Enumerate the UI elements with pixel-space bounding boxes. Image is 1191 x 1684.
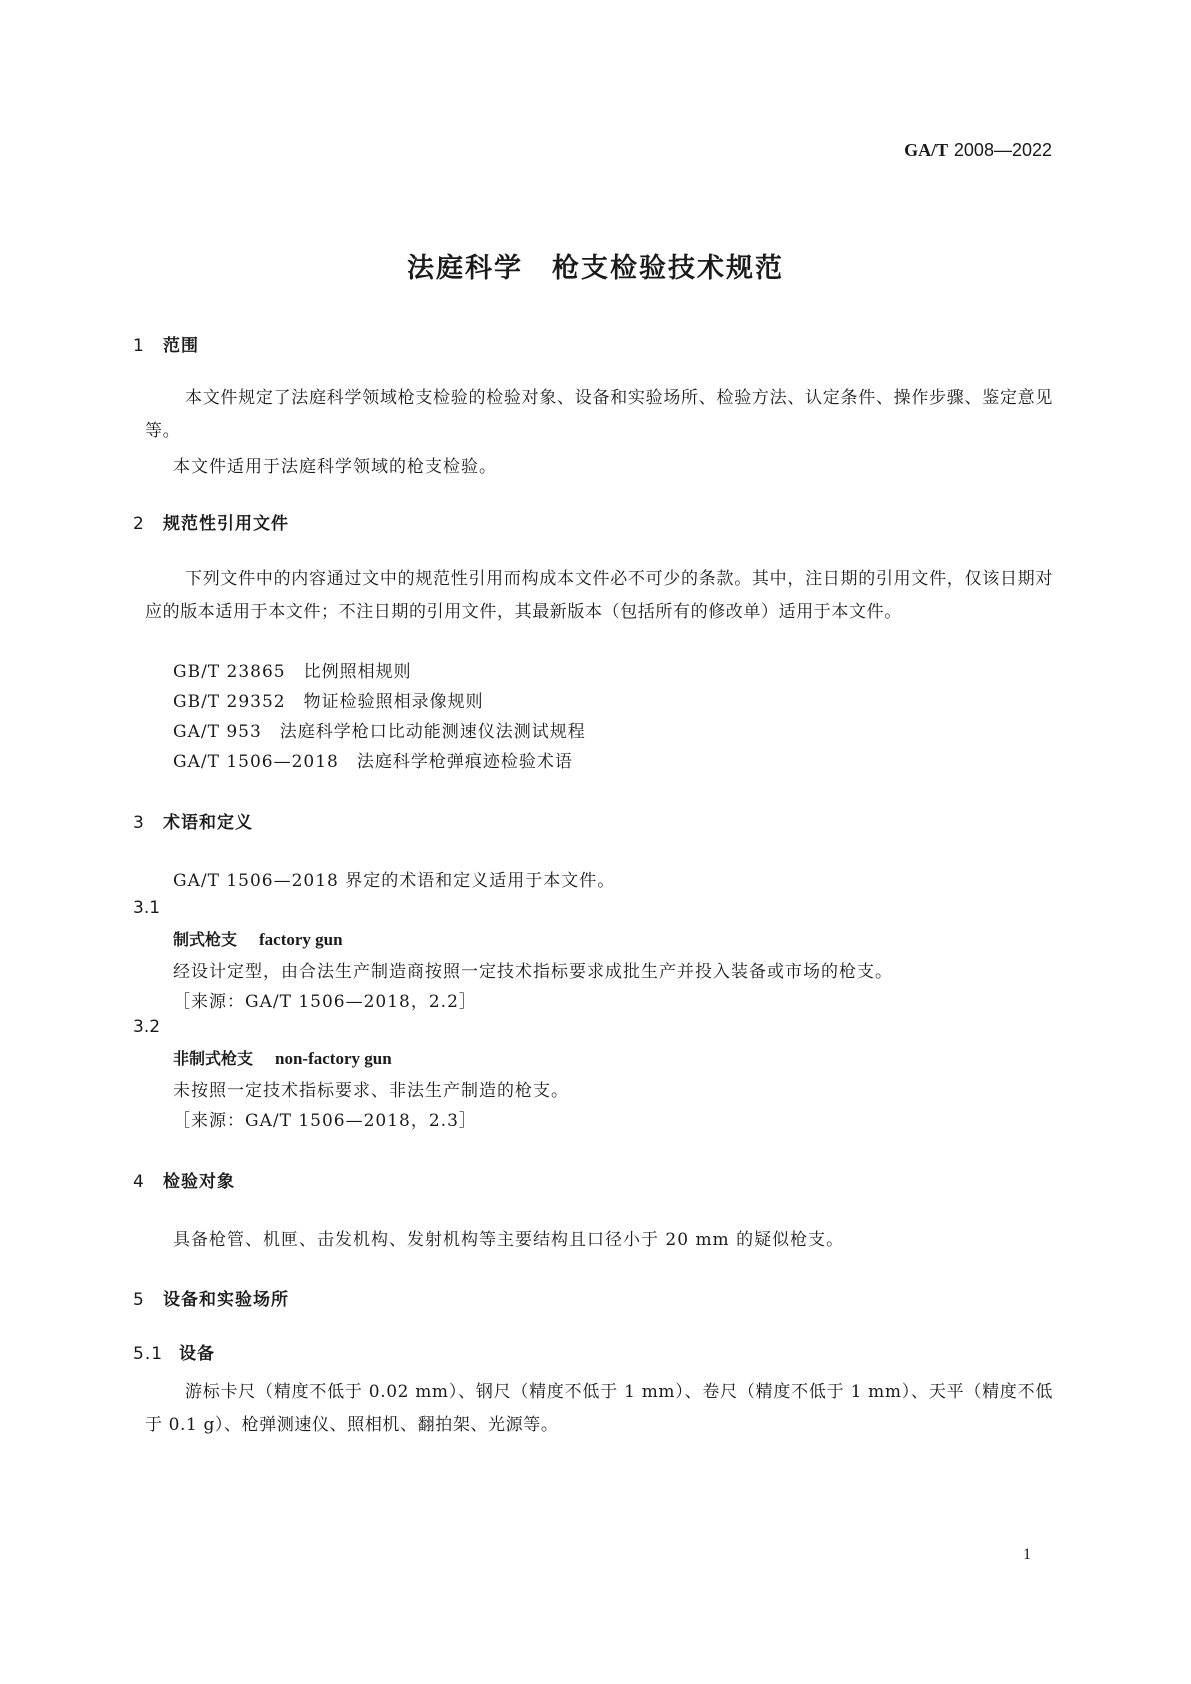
section-2-number: 2	[133, 514, 145, 534]
document-code	[904, 140, 1052, 161]
reference-code: GB/T 29352	[173, 692, 286, 712]
page-number: 1	[1023, 1546, 1031, 1563]
section-5-heading	[133, 1285, 289, 1310]
term-heading	[173, 927, 343, 950]
section-1-number: 1	[133, 336, 145, 356]
section-3-paragraph: GA/T 1506—2018 界定的术语和定义适用于本文件。	[173, 871, 616, 891]
reference-title: 物证检验照相录像规则	[303, 692, 484, 712]
term-definition: 未按照一定技术指标要求、非法生产制造的枪支。	[173, 1081, 569, 1101]
term-zh: 制式枪支	[173, 930, 238, 949]
section-4-heading	[133, 1167, 235, 1192]
term-number: 3.2	[133, 1017, 161, 1037]
section-2-title: 规范性引用文件	[163, 514, 289, 534]
doc-code-prefix: GA/T	[904, 140, 949, 160]
term-source: ［来源：GA/T 1506—2018，2.3］	[173, 1111, 477, 1131]
section-3-heading	[133, 808, 253, 833]
section-2-heading	[133, 509, 289, 534]
section-5-title: 设备和实验场所	[163, 1290, 289, 1310]
section-1-paragraph-2: 本文件适用于法庭科学领域的枪支检验。	[173, 457, 497, 477]
doc-code-number: 2008—2022	[953, 140, 1052, 160]
term-number: 3.1	[133, 898, 161, 918]
section-1-heading	[133, 331, 199, 356]
term-source: ［来源：GA/T 1506—2018，2.2］	[173, 992, 477, 1012]
section-4-number: 4	[133, 1172, 145, 1192]
reference-title: 比例照相规则	[303, 662, 412, 682]
section-3-number: 3	[133, 813, 145, 833]
reference-title: 法庭科学枪弹痕迹检验术语	[356, 752, 573, 772]
section-2-paragraph: 下列文件中的内容通过文中的规范性引用而构成本文件必不可少的条款。其中，注日期的引用文件，仅该日期对应的版本适用于本文件；不注日期的引用文件，其最新版本（包括所有的修改单）适用于本文件。	[145, 569, 1053, 622]
term-en: factory gun	[259, 930, 343, 949]
section-5-number: 5	[133, 1290, 145, 1310]
section-3-title: 术语和定义	[163, 813, 253, 833]
term-heading	[173, 1046, 392, 1069]
section-1-title: 范围	[163, 336, 199, 356]
section-5-1-paragraph: 游标卡尺（精度不低于 0.02 mm）、钢尺（精度不低于 1 mm）、卷尺（精度不低于 1 mm）、天平（精度不低于 0.1 g）、枪弹测速仪、照相机、翻拍架、光源等。	[145, 1382, 1053, 1435]
term-definition: 经设计定型，由合法生产制造商按照一定技术指标要求成批生产并投入装备或市场的枪支。	[173, 962, 893, 982]
reference-code: GB/T 23865	[173, 662, 286, 682]
reference-item	[173, 657, 412, 682]
term-en: non-factory gun	[275, 1049, 392, 1068]
term-zh: 非制式枪支	[173, 1049, 254, 1068]
page-title: 法庭科学 枪支检验技术规范	[407, 253, 784, 284]
reference-item	[173, 687, 484, 712]
section-1-paragraph-1: 本文件规定了法庭科学领域枪支检验的检验对象、设备和实验场所、检验方法、认定条件、操作步骤、鉴定意见等。	[145, 388, 1053, 441]
subsection-5-1-heading	[133, 1339, 215, 1364]
section-4-title: 检验对象	[163, 1172, 235, 1192]
subsection-5-1-number: 5.1	[133, 1344, 164, 1364]
subsection-5-1-title: 设备	[179, 1344, 215, 1364]
reference-title: 法庭科学枪口比动能测速仪法测试规程	[279, 722, 586, 742]
reference-code: GA/T 1506—2018	[173, 752, 339, 772]
reference-code: GA/T 953	[173, 722, 262, 742]
section-4-paragraph: 具备枪管、机匣、击发机构、发射机构等主要结构且口径小于 20 mm 的疑似枪支。	[173, 1230, 845, 1250]
reference-item	[173, 717, 586, 742]
reference-item	[173, 747, 573, 772]
